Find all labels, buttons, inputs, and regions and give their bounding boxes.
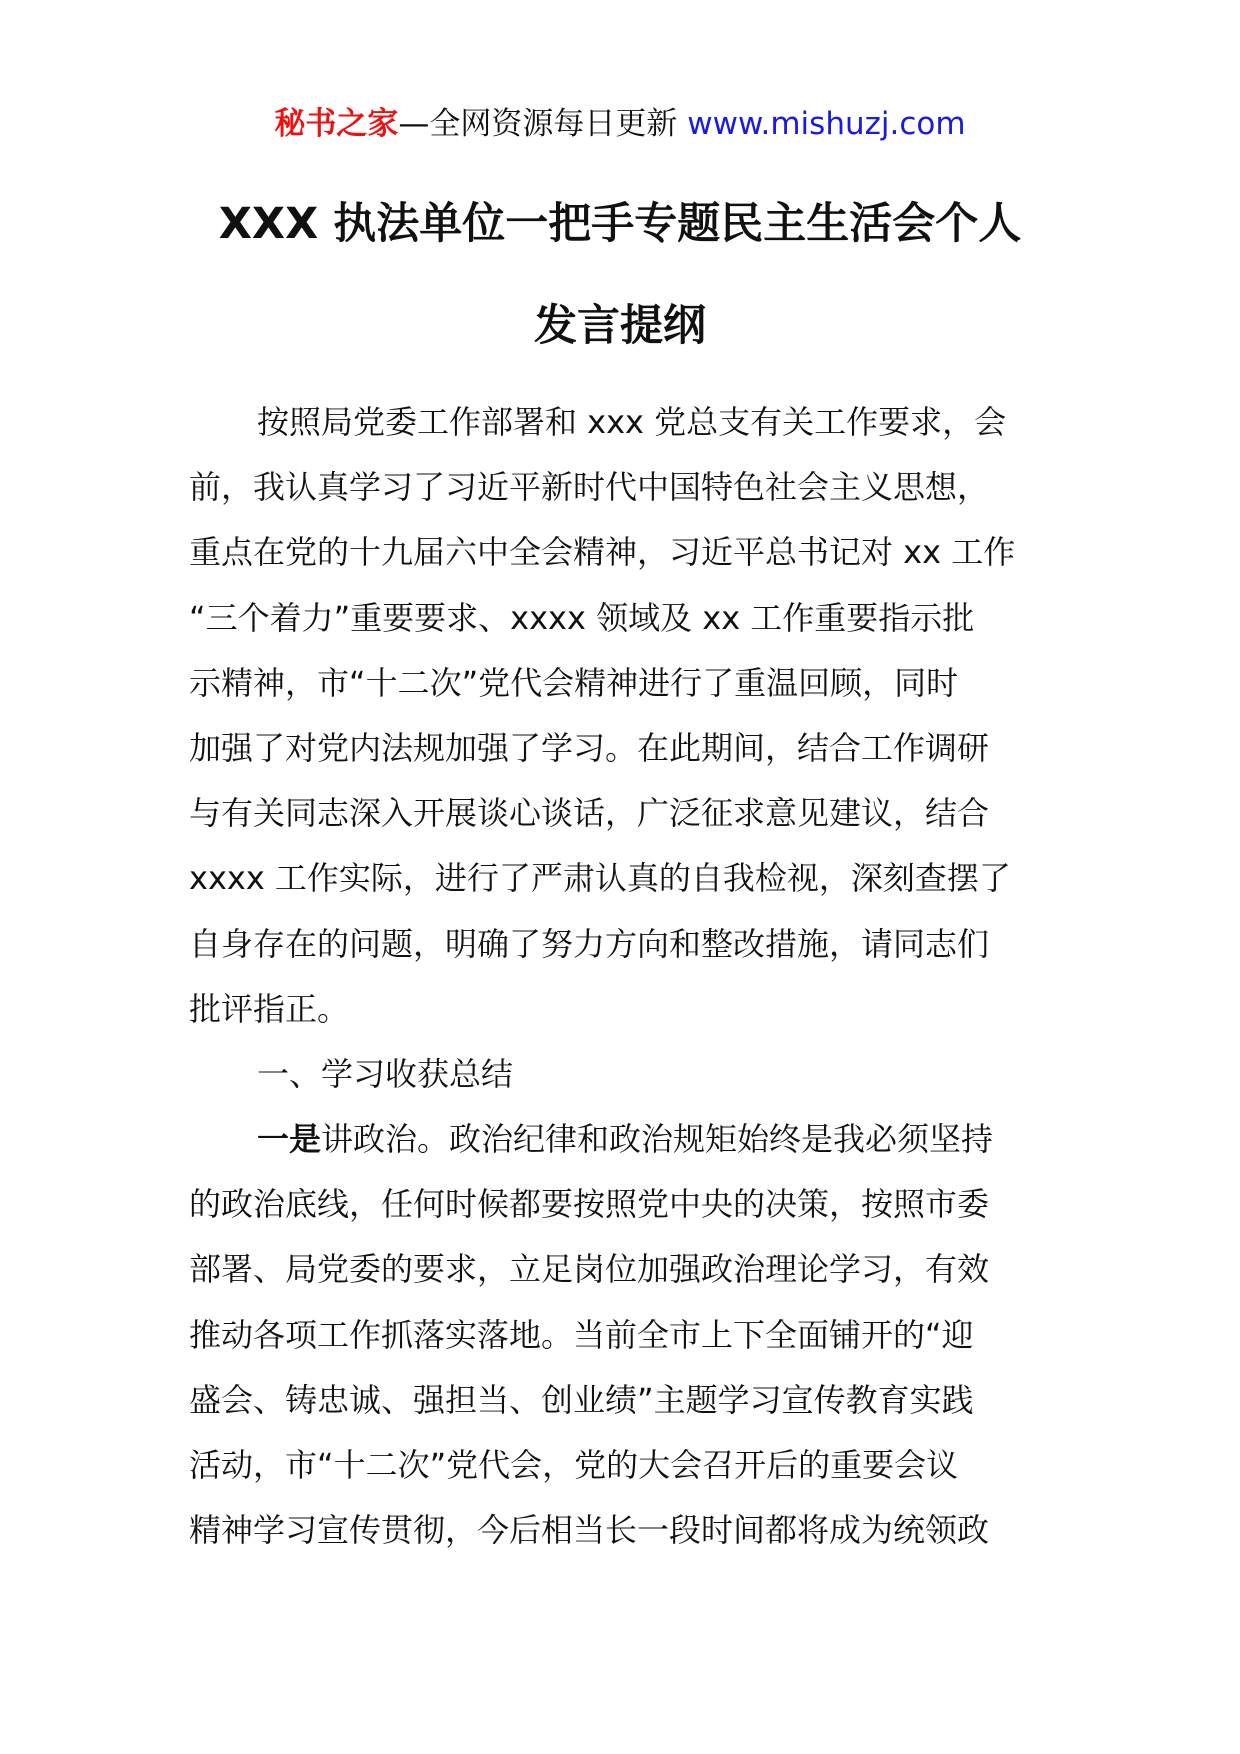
body-line: xxxx 工作实际，进行了严肃认真的自我检视，深刻查摆了 (189, 859, 1011, 898)
lead-bold-text: 一是 (257, 1120, 322, 1159)
body-line: 盛会、铸忠诚、强担当、创业绩”主题学习宣传教育实践 (189, 1380, 974, 1419)
body-line: “三个着力”重要要求、xxxx 领域及 xx 工作重要指示批 (189, 598, 975, 637)
body-line: 精神学习宣传贯彻，今后相当长一段时间都将成为统领政 (189, 1511, 990, 1550)
site-tagline: —全网资源每日更新 (398, 106, 688, 142)
site-brand: 秘书之家 (274, 106, 399, 142)
body-line: 的政治底线，任何时候都要按照党中央的决策，按照市委 (189, 1185, 990, 1224)
body-line: 自身存在的问题，明确了努力方向和整改措施，请同志们 (189, 924, 990, 963)
section-heading: 一、学习收获总结 (257, 1054, 514, 1093)
body-line: 与有关同志深入开展谈心谈话，广泛征求意见建议，结合 (189, 794, 990, 833)
body-line-lead-text: 讲政治。政治纪律和政治规矩始终是我必须坚持 (321, 1120, 994, 1159)
body-line: 加强了对党内法规加强了学习。在此期间，结合工作调研 (189, 728, 990, 767)
document-title-line-1: XXX 执法单位一把手专题民主生活会个人 (218, 199, 1022, 249)
body-line-lead (189, 1107, 1069, 1172)
site-header (0, 100, 1240, 148)
body-line: 前，我认真学习了习近平新时代中国特色社会主义思想， (189, 468, 990, 507)
body-line: 示精神，市“十二次”党代会精神进行了重温回顾，同时 (189, 663, 959, 702)
body-line: 部署、局党委的要求，立足岗位加强政治理论学习，有效 (189, 1250, 990, 1289)
body-line: 重点在党的十九届六中全会精神，习近平总书记对 xx 工作 (189, 533, 1016, 572)
body-line: 按照局党委工作部署和 xxx 党总支有关工作要求，会 (257, 403, 1007, 441)
site-url-link[interactable]: www.mishuzj.com (687, 106, 966, 142)
document-title-line-2: 发言提纲 (534, 301, 706, 351)
body-line: 推动各项工作抓落实落地。当前全市上下全面铺开的“迎 (189, 1315, 974, 1354)
document-body (189, 390, 1069, 1563)
body-line: 批评指正。 (189, 989, 350, 1028)
body-line: 活动，市“十二次”党代会，党的大会召开后的重要会议 (189, 1446, 959, 1484)
